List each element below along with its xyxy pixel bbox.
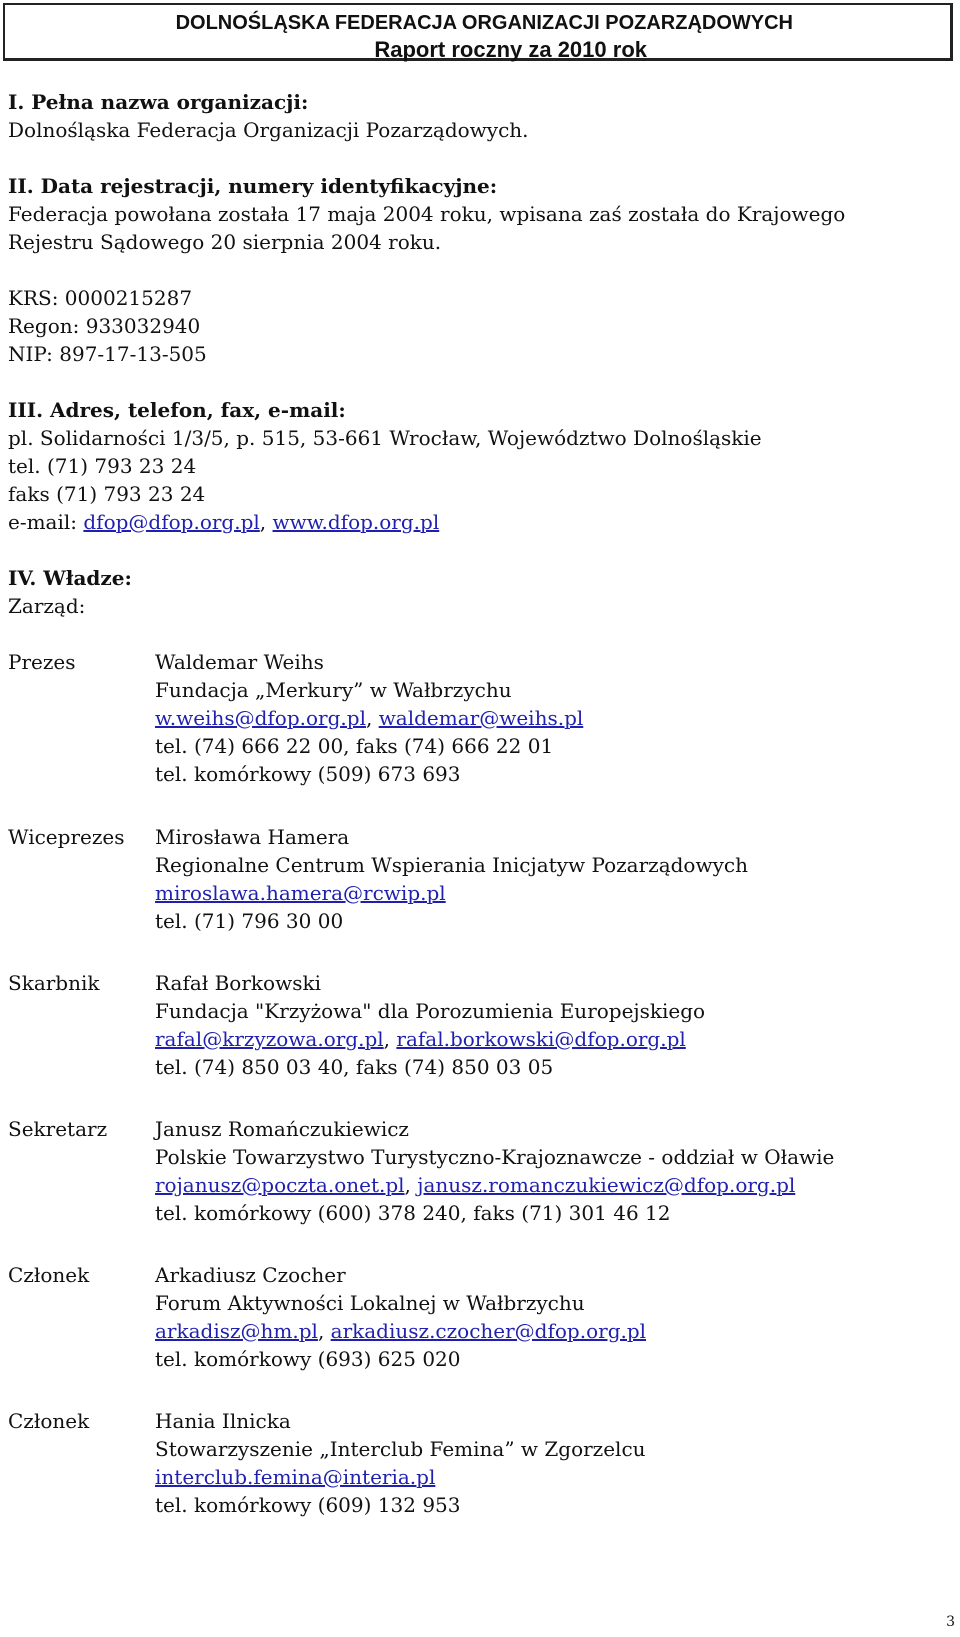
member-emails (155, 879, 446, 907)
krs-number: KRS: 0000215287 (8, 286, 193, 310)
member-emails (155, 1317, 646, 1345)
email-label: e-mail: (8, 510, 84, 534)
email-separator: , (404, 1173, 418, 1197)
member-email-link[interactable]: rafal@krzyzowa.org.pl (155, 1027, 384, 1051)
member-name: Janusz Romańczukiewicz (155, 1117, 409, 1141)
email-separator: , (317, 1319, 331, 1343)
member-name: Rafał Borkowski (155, 971, 321, 995)
member-email-link[interactable]: w.weihs@dfop.org.pl (155, 706, 366, 730)
email-separator: , (383, 1027, 397, 1051)
member-mobile: tel. komórkowy (509) 673 693 (155, 762, 461, 786)
member-emails (155, 1171, 795, 1199)
member-phone: tel. komórkowy (600) 378 240, faks (71) 301 46 12 (155, 1201, 671, 1225)
member-email-link[interactable]: janusz.romanczukiewicz@dfop.org.pl (417, 1173, 796, 1197)
website-link[interactable]: www.dfop.org.pl (272, 510, 440, 534)
section-4-heading: IV. Władze: (8, 566, 132, 590)
member-role: Sekretarz (8, 1117, 108, 1141)
member-role: Członek (8, 1409, 90, 1433)
fax-number: faks (71) 793 23 24 (8, 482, 206, 506)
member-email-link[interactable]: rafal.borkowski@dfop.org.pl (396, 1027, 686, 1051)
member-role: Skarbnik (8, 971, 100, 995)
member-email-link[interactable]: rojanusz@poczta.onet.pl (155, 1173, 405, 1197)
member-email-link[interactable]: miroslawa.hamera@rcwip.pl (155, 881, 446, 905)
member-role: Członek (8, 1263, 90, 1287)
report-header (3, 3, 953, 61)
member-emails (155, 1463, 435, 1491)
page-number: 3 (946, 1614, 955, 1630)
email-separator: , (365, 706, 379, 730)
member-emails (155, 1025, 686, 1053)
member-email-link[interactable]: arkadiusz.czocher@dfop.org.pl (330, 1319, 647, 1343)
section-1-heading: I. Pełna nazwa organizacji: (8, 90, 309, 114)
organization-full-name: Dolnośląska Federacja Organizacji Pozarządowych. (8, 118, 529, 142)
email-link[interactable]: dfop@dfop.org.pl (83, 510, 260, 534)
member-name: Hania Ilnicka (155, 1409, 291, 1433)
nip-number: NIP: 897-17-13-505 (8, 342, 207, 366)
member-phone: tel. komórkowy (693) 625 020 (155, 1347, 461, 1371)
member-phone: tel. (74) 666 22 00, faks (74) 666 22 01 (155, 734, 554, 758)
registration-text-line-2: Rejestru Sądowego 20 sierpnia 2004 roku. (8, 230, 442, 254)
section-2-heading: II. Data rejestracji, numery identyfikacyjne: (8, 174, 498, 198)
contact-email-line (8, 508, 439, 536)
regon-number: Regon: 933032940 (8, 314, 201, 338)
address: pl. Solidarności 1/3/5, p. 515, 53-661 Wrocław, Województwo Dolnośląskie (8, 426, 762, 450)
registration-text-line-1: Federacja powołana została 17 maja 2004 roku, wpisana zaś została do Krajowego (8, 202, 846, 226)
section-3-heading: III. Adres, telefon, fax, e-mail: (8, 398, 346, 422)
member-phone: tel. komórkowy (609) 132 953 (155, 1493, 461, 1517)
member-organization: Polskie Towarzystwo Turystyczno-Krajoznawcze - oddział w Oławie (155, 1145, 835, 1169)
member-email-link[interactable]: arkadisz@hm.pl (155, 1319, 318, 1343)
organization-header: DOLNOŚLĄSKA FEDERACJA ORGANIZACJI POZARZĄDOWYCH (175, 12, 793, 34)
member-role: Wiceprezes (8, 825, 125, 849)
member-organization: Stowarzyszenie „Interclub Femina” w Zgorzelcu (155, 1437, 646, 1461)
member-phone: tel. (71) 796 30 00 (155, 909, 344, 933)
member-phone: tel. (74) 850 03 40, faks (74) 850 03 05 (155, 1055, 554, 1079)
member-organization: Forum Aktywności Lokalnej w Wałbrzychu (155, 1291, 585, 1315)
report-title: Raport roczny za 2010 rok (374, 37, 647, 62)
member-organization: Fundacja "Krzyżowa" dla Porozumienia Europejskiego (155, 999, 706, 1023)
member-email-link[interactable]: interclub.femina@interia.pl (155, 1465, 436, 1489)
email-separator: , (259, 510, 273, 534)
board-label: Zarząd: (8, 594, 86, 618)
member-organization: Fundacja „Merkury” w Wałbrzychu (155, 678, 512, 702)
member-emails (155, 704, 583, 732)
member-email-link[interactable]: waldemar@weihs.pl (378, 706, 584, 730)
member-role: Prezes (8, 650, 76, 674)
member-name: Mirosława Hamera (155, 825, 350, 849)
member-organization: Regionalne Centrum Wspierania Inicjatyw Pozarządowych (155, 853, 748, 877)
phone-number: tel. (71) 793 23 24 (8, 454, 197, 478)
member-name: Arkadiusz Czocher (155, 1263, 346, 1287)
member-name: Waldemar Weihs (155, 650, 324, 674)
